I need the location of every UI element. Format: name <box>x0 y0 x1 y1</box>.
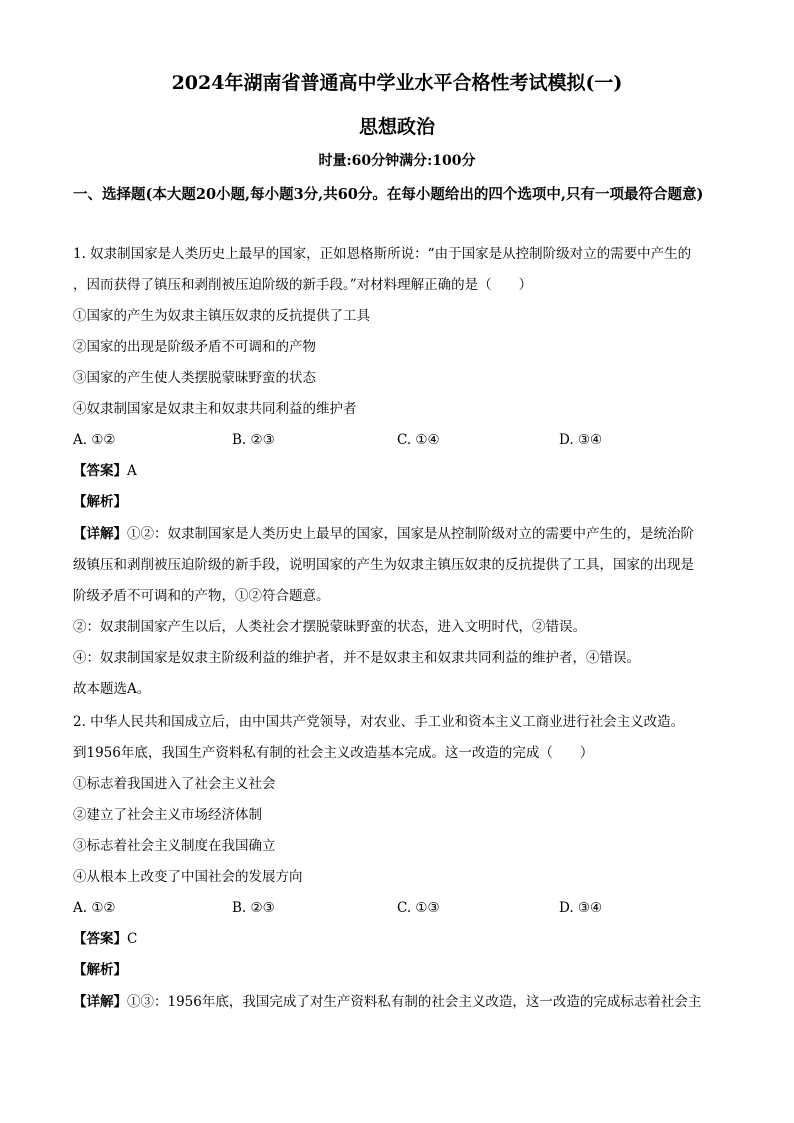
q2-item: ③标志着社会主义制度在我国确立 <box>73 838 276 854</box>
q2-option-b: B. ②③ <box>232 900 275 916</box>
q2-option-d: D. ③④ <box>559 900 603 916</box>
detail-text: ①②：奴隶制国家是人类历史上最早的国家，国家是从控制阶级对立的需要中产生的，是统治阶 <box>127 526 694 542</box>
q2-item: ①标志着我国进入了社会主义社会 <box>73 776 276 792</box>
answer-label: 【答案】 <box>73 463 127 479</box>
q2-option-a: A. ①② <box>73 900 116 916</box>
section-heading: 一、选择题(本大题20小题,每小题3分,共60分。在每小题给出的四个选项中,只有一项最符合题意) <box>73 186 704 203</box>
answer-value: C <box>127 931 138 947</box>
q2-detail-line <box>73 993 701 1011</box>
q1-detail-line: 级镇压和剥削被压迫阶级的新手段，说明国家的产生为奴隶主镇压奴隶的反抗提供了工具，国家的出现是 <box>73 557 694 573</box>
q1-stem-line2: ，因而获得了镇压和剥削被压迫阶级的新手段。”对材料理解正确的是（ ） <box>73 277 533 293</box>
q2-answer <box>73 930 137 948</box>
q1-option-d: D. ③④ <box>559 432 603 448</box>
q2-analysis-label <box>73 961 127 979</box>
q1-detail-line <box>73 525 694 543</box>
q1-detail-line: ④：奴隶制国家是奴隶主阶级利益的维护者，并不是奴隶主和奴隶共同利益的维护者，④错误。 <box>73 650 640 666</box>
q1-stem-line1: 1. 奴隶制国家是人类历史上最早的国家，正如恩格斯所说：“由于国家是从控制阶级对立的需要中产生的 <box>73 246 692 262</box>
detail-label: 【详解】 <box>73 526 127 542</box>
q1-answer <box>73 462 137 480</box>
answer-value: A <box>127 463 137 479</box>
subject-title: 思想政治 <box>358 116 435 138</box>
q2-option-c: C. ①③ <box>397 900 440 916</box>
q1-item: ①国家的产生为奴隶主镇压奴隶的反抗提供了工具 <box>73 308 370 324</box>
q1-detail-line: ②：奴隶制国家产生以后，人类社会才摆脱蒙昧野蛮的状态，进入文明时代，②错误。 <box>73 619 586 635</box>
q2-item: ④从根本上改变了中国社会的发展方向 <box>73 869 303 885</box>
q1-conclusion: 故本题选A。 <box>73 681 151 697</box>
q1-detail-line: 阶级矛盾不可调和的产物，①②符合题意。 <box>73 588 330 604</box>
q2-stem-line2: 到1956年底，我国生产资料私有制的社会主义改造基本完成。这一改造的完成（ ） <box>73 745 594 761</box>
q1-analysis-label <box>73 493 127 511</box>
q1-option-c: C. ①④ <box>397 432 440 448</box>
q1-item: ④奴隶制国家是奴隶主和奴隶共同利益的维护者 <box>73 401 357 417</box>
answer-label: 【答案】 <box>73 931 127 947</box>
q1-item: ②国家的出现是阶级矛盾不可调和的产物 <box>73 339 316 355</box>
page-title: 2024年湖南省普通高中学业水平合格性考试模拟(一) <box>171 72 623 94</box>
analysis-label: 【解析】 <box>73 494 127 510</box>
q1-item: ③国家的产生使人类摆脱蒙昧野蛮的状态 <box>73 370 316 386</box>
q1-option-b: B. ②③ <box>232 432 275 448</box>
detail-label: 【详解】 <box>73 994 127 1010</box>
q1-option-a: A. ①② <box>73 432 116 448</box>
exam-meta: 时量:60分钟满分:100分 <box>318 153 476 169</box>
detail-text: ①③：1956年底，我国完成了对生产资料私有制的社会主义改造，这一改造的完成标志着社会主 <box>127 994 702 1010</box>
q2-item: ②建立了社会主义市场经济体制 <box>73 807 262 823</box>
analysis-label: 【解析】 <box>73 962 127 978</box>
q2-stem-line1: 2. 中华人民共和国成立后，由中国共产党领导，对农业、手工业和资本主义工商业进行社会主义改造。 <box>73 714 685 730</box>
